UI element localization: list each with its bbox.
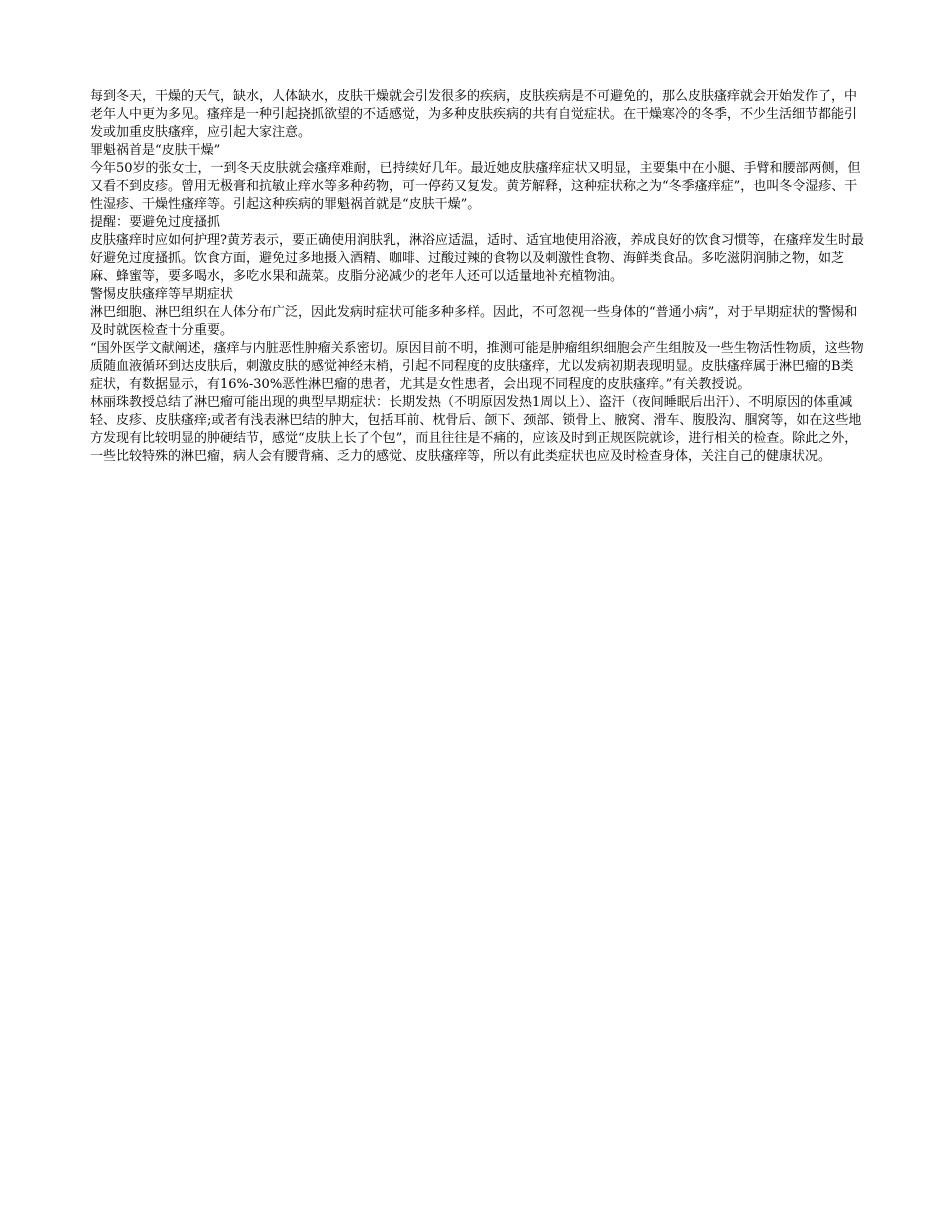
literature-paragraph: “国外医学文献阐述，瘙痒与内脏恶性肿瘤关系密切。原因目前不明，推测可能是肿瘤组织细胞会产生组胺及一些生物活性物质，这些物质随血液循环到达皮肤后，刺激皮肤的感觉神经末梢，引起不同程度的皮肤瘙痒，尤以发病初期表现明显。皮肤瘙痒属于淋巴瘤的B类症状，有数据显示，有16%-30%恶性淋巴瘤的患者，尤其是女性患者，会出现不同程度的皮肤瘙痒。”有关教授说。 <box>90 341 864 392</box>
section-heading-early-symptoms: 警惕皮肤瘙痒等早期症状 <box>90 287 234 302</box>
article-body <box>90 88 865 466</box>
care-paragraph: 皮肤瘙痒时应如何护理?黄芳表示，要正确使用润肤乳，淋浴应适温，适时、适宜地使用浴液，养成良好的饮食习惯等，在瘙痒发生时最好避免过度搔抓。饮食方面，避免过多地摄入酒精、咖啡、过酸过辣的食物以及刺激性食物、海鲜类食品。多吃滋阴润肺之物，如芝麻、蜂蜜等，要多喝水，多吃水果和蔬菜。皮脂分泌减少的老年人还可以适量地补充植物油。 <box>90 233 864 284</box>
section-heading-dry-skin: 罪魁祸首是“皮肤干燥” <box>90 143 221 158</box>
lymph-paragraph: 淋巴细胞、淋巴组织在人体分布广泛，因此发病时症状可能多种多样。因此，不可忽视一些身体的“普通小病”，对于早期症状的警惕和及时就医检查十分重要。 <box>90 305 858 338</box>
intro-paragraph: 每到冬天，干燥的天气，缺水，人体缺水，皮肤干燥就会引发很多的疾病，皮肤疾病是不可避免的，那么皮肤瘙痒就会开始发作了，中老年人中更为多见。瘙痒是一种引起挠抓欲望的不适感觉，为多种皮肤疾病的共有自觉症状。在干燥寒冷的冬季，不少生活细节都能引发或加重皮肤瘙痒，应引起大家注意。 <box>90 89 858 140</box>
symptoms-paragraph: 林丽珠教授总结了淋巴瘤可能出现的典型早期症状：长期发热（不明原因发热1周以上）、盗汗（夜间睡眠后出汗）、不明原因的体重减轻、皮疹、皮肤瘙痒;或者有浅表淋巴结的肿大，包括耳前、枕骨后、颌下、颈部、锁骨上、腋窝、滑车、腹股沟、腘窝等，如在这些地方发现有比较明显的肿硬结节，感觉“皮肤上长了个包”，而且往往是不痛的，应该及时到正规医院就诊，进行相关的检查。除此之外，一些比较特殊的淋巴瘤，病人会有腰背痛、乏力的感觉、皮肤瘙痒等，所以有此类症状也应及时检查身体，关注自己的健康状况。 <box>90 395 862 464</box>
section-heading-avoid-scratching: 提醒：要避免过度搔抓 <box>90 215 221 230</box>
dry-skin-paragraph: 今年50岁的张女士，一到冬天皮肤就会瘙痒难耐，已持续好几年。最近她皮肤瘙痒症状又明显，主要集中在小腿、手臂和腰部两侧，但又看不到皮疹。曾用无极膏和抗敏止痒水等多种药物，可一停药又复发。黄芳解释，这种症状称之为“冬季瘙痒症”，也叫冬令湿疹、干性湿疹、干燥性瘙痒等。引起这种疾病的罪魁祸首就是“皮肤干燥”。 <box>90 161 861 212</box>
